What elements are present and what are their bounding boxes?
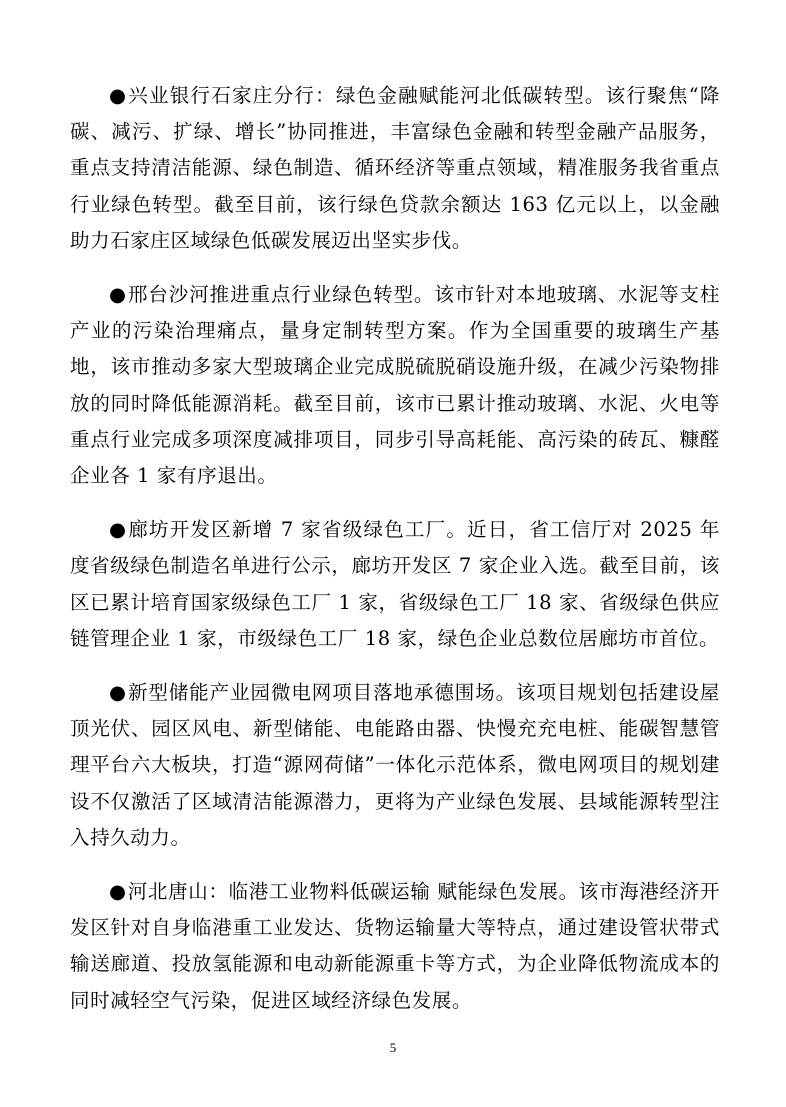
bullet-icon: ● (109, 880, 127, 904)
news-item-langfang (70, 512, 720, 657)
paragraph-text: 河北唐山：临港工业物料低碳运输 赋能绿色发展。该市海港经济开发区针对自身临港重工业发达、货物运输量大等特点，通过建设管状带式输送廊道、投放氢能源和电动新能源重卡等方式，为企业降低物流成本的同时减轻空气污染，促进区域经济绿色发展。 (70, 880, 721, 1012)
news-item-tangshan (70, 874, 720, 1019)
news-item-xingye-bank (70, 78, 720, 259)
bullet-icon: ● (109, 283, 127, 307)
news-item-xingtai-shahe (70, 277, 720, 494)
paragraph-text: 兴业银行石家庄分行：绿色金融赋能河北低碳转型。该行聚焦“降碳、减污、扩绿、增长”协同推进，丰富绿色金融和转型金融产品服务，重点支持清洁能源、绿色制造、循环经济等重点领域，精准服务我省重点行业绿色转型。截至目前，该行绿色贷款余额达 163 亿元以上，以金融助力石家庄区域绿色低碳发展迈出坚实步伐。 (70, 84, 720, 252)
news-item-chengde-microgrid (70, 675, 720, 856)
paragraph-text: 邢台沙河推进重点行业绿色转型。该市针对本地玻璃、水泥等支柱产业的污染治理痛点，量身定制转型方案。作为全国重要的玻璃生产基地，该市推动多家大型玻璃企业完成脱硫脱硝设施升级，在减少污染物排放的同时降低能源消耗。截至目前，该市已累计推动玻璃、水泥、火电等重点行业完成多项深度减排项目，同步引导高耗能、高污染的砖瓦、糠醛企业各 1 家有序退出。 (70, 283, 720, 488)
bullet-icon: ● (109, 84, 128, 107)
bullet-icon: ● (109, 518, 128, 542)
paragraph-text: 廊坊开发区新增 7 家省级绿色工厂。近日，省工信厅对 2025 年度省级绿色制造名单进行公示，廊坊开发区 7 家企业入选。截至目前，该区已累计培育国家级绿色工厂 1 家，省级绿色工厂 18 家、省级绿色供应链管理企业 1 家，市级绿色工厂 18 家，绿色企业总数位居廊坊市首位。 (70, 518, 720, 650)
page-number: 5 (389, 1040, 397, 1055)
paragraph-text: 新型储能产业园微电网项目落地承德围场。该项目规划包括建设屋顶光伏、园区风电、新型储能、电能路由器、快慢充充电桩、能碳智慧管理平台六大板块，打造“源网荷储”一体化示范体系，微电网项目的规划建设不仅激活了区域清洁能源潜力，更将为产业绿色发展、县域能源转型注入持久动力。 (70, 681, 720, 849)
bullet-icon: ● (109, 681, 127, 705)
document-body (70, 78, 720, 1037)
